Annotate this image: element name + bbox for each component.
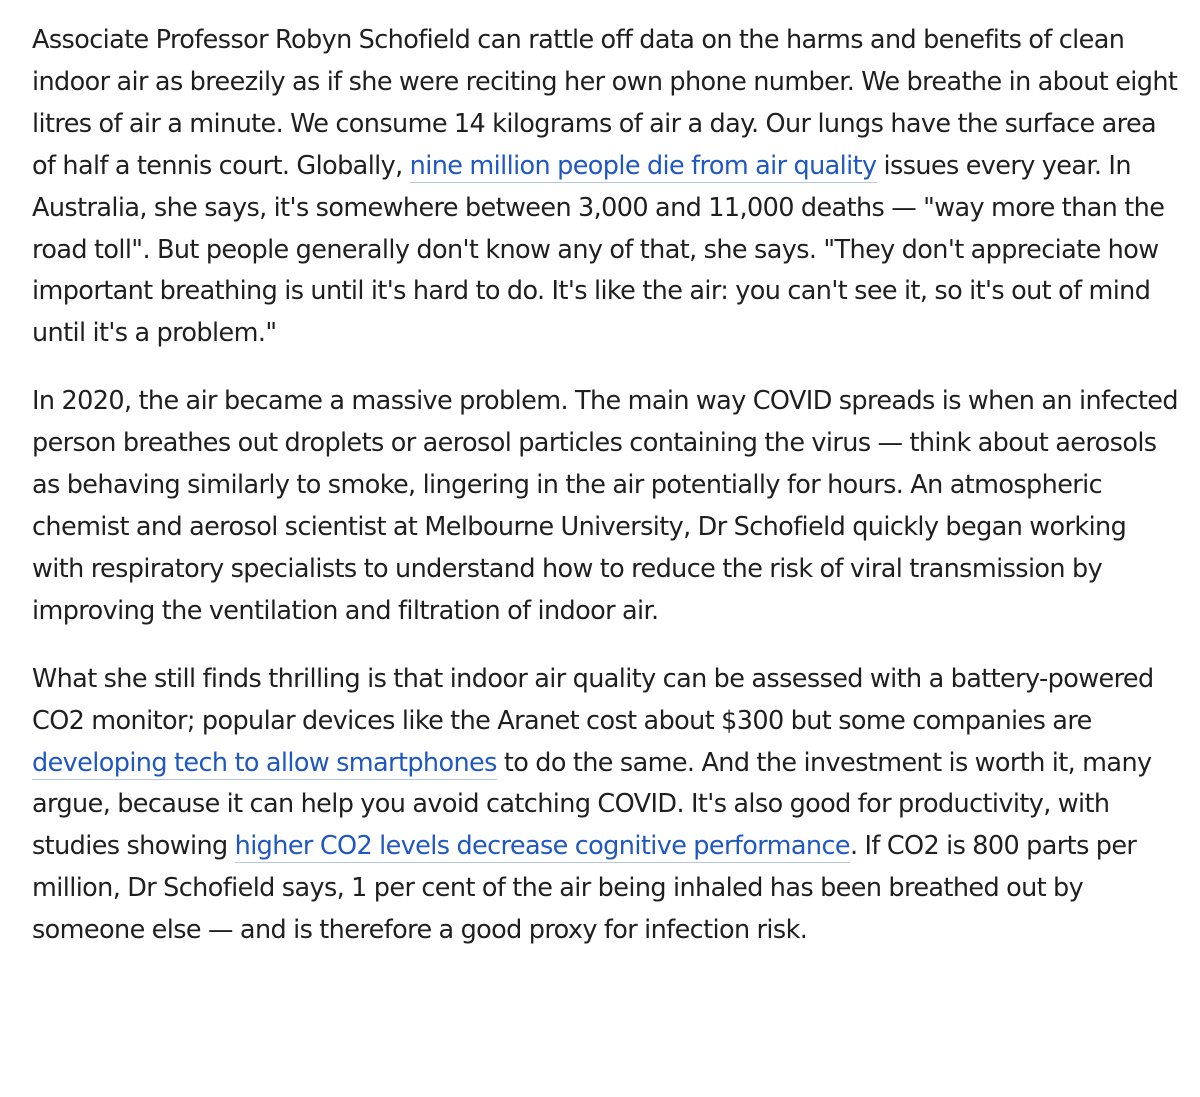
- article-body: [32, 20, 1182, 978]
- paragraph-3-text-3: . If CO2 is 800 parts per million, Dr Schofield says, 1 per cent of the air being inhaled has been breathed out by someone else — and is therefore a good proxy for infection risk.: [32, 831, 1137, 946]
- paragraph-1-text-1: Associate Professor Robyn Schofield can rattle off data on the harms and benefits of clean indoor air as breezily as if she were reciting her own phone number. We breathe in about eight litres of air a minute. We consume 14 kilograms of air a day. Our lungs have the surface area of half a tennis court. Globally,: [32, 25, 1178, 181]
- link-higher-co2-levels[interactable]: higher CO2 levels decrease cognitive performance: [234, 831, 850, 862]
- paragraph-3-text-1: What she still finds thrilling is that indoor air quality can be assessed with a battery-powered CO2 monitor; popular devices like the Aranet cost about $300 but some companies are: [32, 663, 1154, 736]
- paragraph-3: [32, 659, 1182, 952]
- link-nine-million-people[interactable]: nine million people die from air quality: [409, 150, 877, 181]
- paragraph-3-text-2: to do the same. And the investment is worth it, many argue, because it can help you avoid catching COVID. It's also good for productivity, with studies showing: [32, 747, 1152, 862]
- link-developing-tech[interactable]: developing tech to allow smartphones: [32, 747, 497, 778]
- paragraph-2-text-1: In 2020, the air became a massive problem. The main way COVID spreads is when an infected person breathes out droplets or aerosol particles containing the virus — think about aerosols as behaving similarly to smoke, lingering in the air potentially for hours. An atmospheric chemist and aerosol scientist at Melbourne University, Dr Schofield quickly began working with respiratory specialists to understand how to reduce the risk of viral transmission by improving the ventilation and filtration of indoor air.: [32, 386, 1178, 626]
- paragraph-1-text-2: issues every year. In Australia, she says, it's somewhere between 3,000 and 11,000 deaths — "way more than the road toll". But people generally don't know any of that, she says. "They don't appreciate how important breathing is until it's hard to do. It's like the air: you can't see it, so it's out of mind until it's a problem.": [32, 150, 1165, 349]
- paragraph-2: [32, 381, 1182, 632]
- paragraph-1: [32, 20, 1182, 355]
